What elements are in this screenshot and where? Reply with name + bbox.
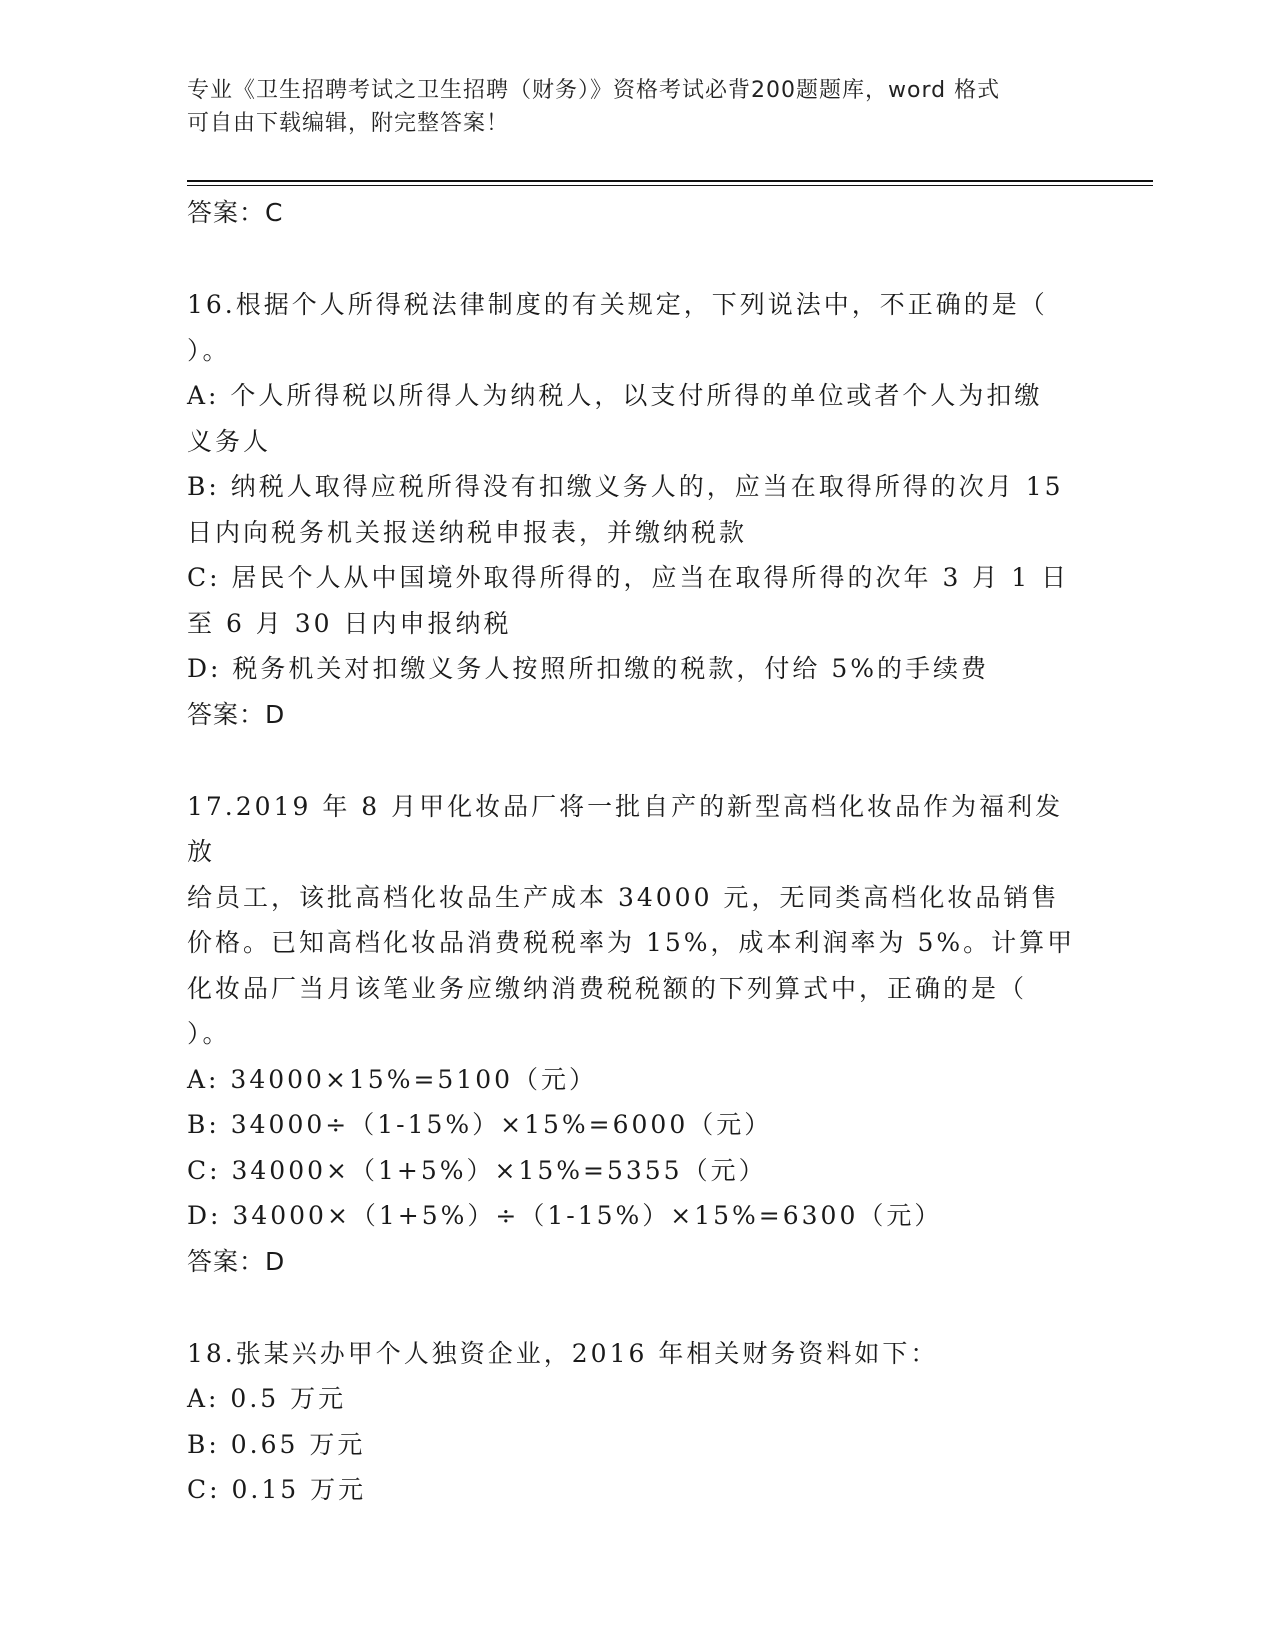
question-17 xyxy=(187,784,1087,1285)
question-16-option-b-cont: 日内向税务机关报送纳税申报表，并缴纳税款 xyxy=(187,517,748,547)
question-18-option-a: A: 0.5 万元 xyxy=(187,1384,347,1413)
header-rule-thick xyxy=(187,180,1153,182)
answer-previous: 答案：C xyxy=(187,198,284,227)
question-17-option-a: A: 34000×15%=5100（元） xyxy=(187,1064,598,1094)
question-17-option-d: D: 34000×（1+5%）÷（1-15%）×15%=6300（元） xyxy=(187,1201,943,1230)
spacer xyxy=(187,236,1087,282)
question-18-option-b: B: 0.65 万元 xyxy=(187,1429,366,1459)
question-17-option-b: B: 34000÷（1-15%）×15%=6000（元） xyxy=(187,1110,773,1139)
header-line-2: 可自由下载编辑，附完整答案！ xyxy=(187,111,510,136)
question-18 xyxy=(187,1331,1087,1513)
question-16-option-d: D: 税务机关对扣缴义务人按照所扣缴的税款，付给 5%的手续费 xyxy=(187,654,990,683)
question-16-stem-cont: ）。 xyxy=(187,335,231,365)
question-16-stem: 16.根据个人所得税法律制度的有关规定，下列说法中，不正确的是（ xyxy=(187,290,1048,319)
question-16-option-a: A: 个人所得税以所得人为纳税人，以支付所得的单位或者个人为扣缴 xyxy=(187,381,1043,410)
question-16-answer: 答案：D xyxy=(187,699,286,729)
question-17-stem: 17.2019 年 8 月甲化妆品厂将一批自产的新型高档化妆品作为福利发放 xyxy=(187,791,1064,866)
document-body xyxy=(187,190,1087,1513)
question-16-option-c: C: 居民个人从中国境外取得所得的，应当在取得所得的次年 3 月 1 日 xyxy=(187,563,1070,592)
question-18-stem: 18.张某兴办甲个人独资企业，2016 年相关财务资料如下： xyxy=(187,1338,939,1368)
question-18-option-c: C: 0.15 万元 xyxy=(187,1475,367,1504)
page-header xyxy=(187,74,1067,140)
question-17-stem-cont-1: 给员工，该批高档化妆品生产成本 34000 元，无同类高档化妆品销售 xyxy=(187,882,1060,912)
question-16 xyxy=(187,282,1087,738)
header-rule-thin xyxy=(187,185,1153,186)
header-line-1: 专业《卫生招聘考试之卫生招聘（财务）》资格考试必背200题题库，word 格式 xyxy=(187,78,1001,103)
question-17-stem-cont-2: 价格。已知高档化妆品消费税税率为 15%，成本利润率为 5%。计算甲 xyxy=(187,928,1076,957)
spacer xyxy=(187,738,1087,784)
spacer xyxy=(187,1285,1087,1331)
question-17-stem-cont-4: ）。 xyxy=(187,1019,231,1048)
question-17-answer: 答案：D xyxy=(187,1246,286,1276)
question-17-stem-cont-3: 化妆品厂当月该笔业务应缴纳消费税税额的下列算式中，正确的是（ xyxy=(187,973,1028,1003)
question-16-option-b: B: 纳税人取得应税所得没有扣缴义务人的，应当在取得所得的次月 15 xyxy=(187,472,1064,501)
question-16-option-c-cont: 至 6 月 30 日内申报纳税 xyxy=(187,608,512,638)
question-16-option-a-cont: 义务人 xyxy=(187,426,272,456)
question-17-option-c: C: 34000×（1+5%）×15%=5355（元） xyxy=(187,1155,767,1185)
